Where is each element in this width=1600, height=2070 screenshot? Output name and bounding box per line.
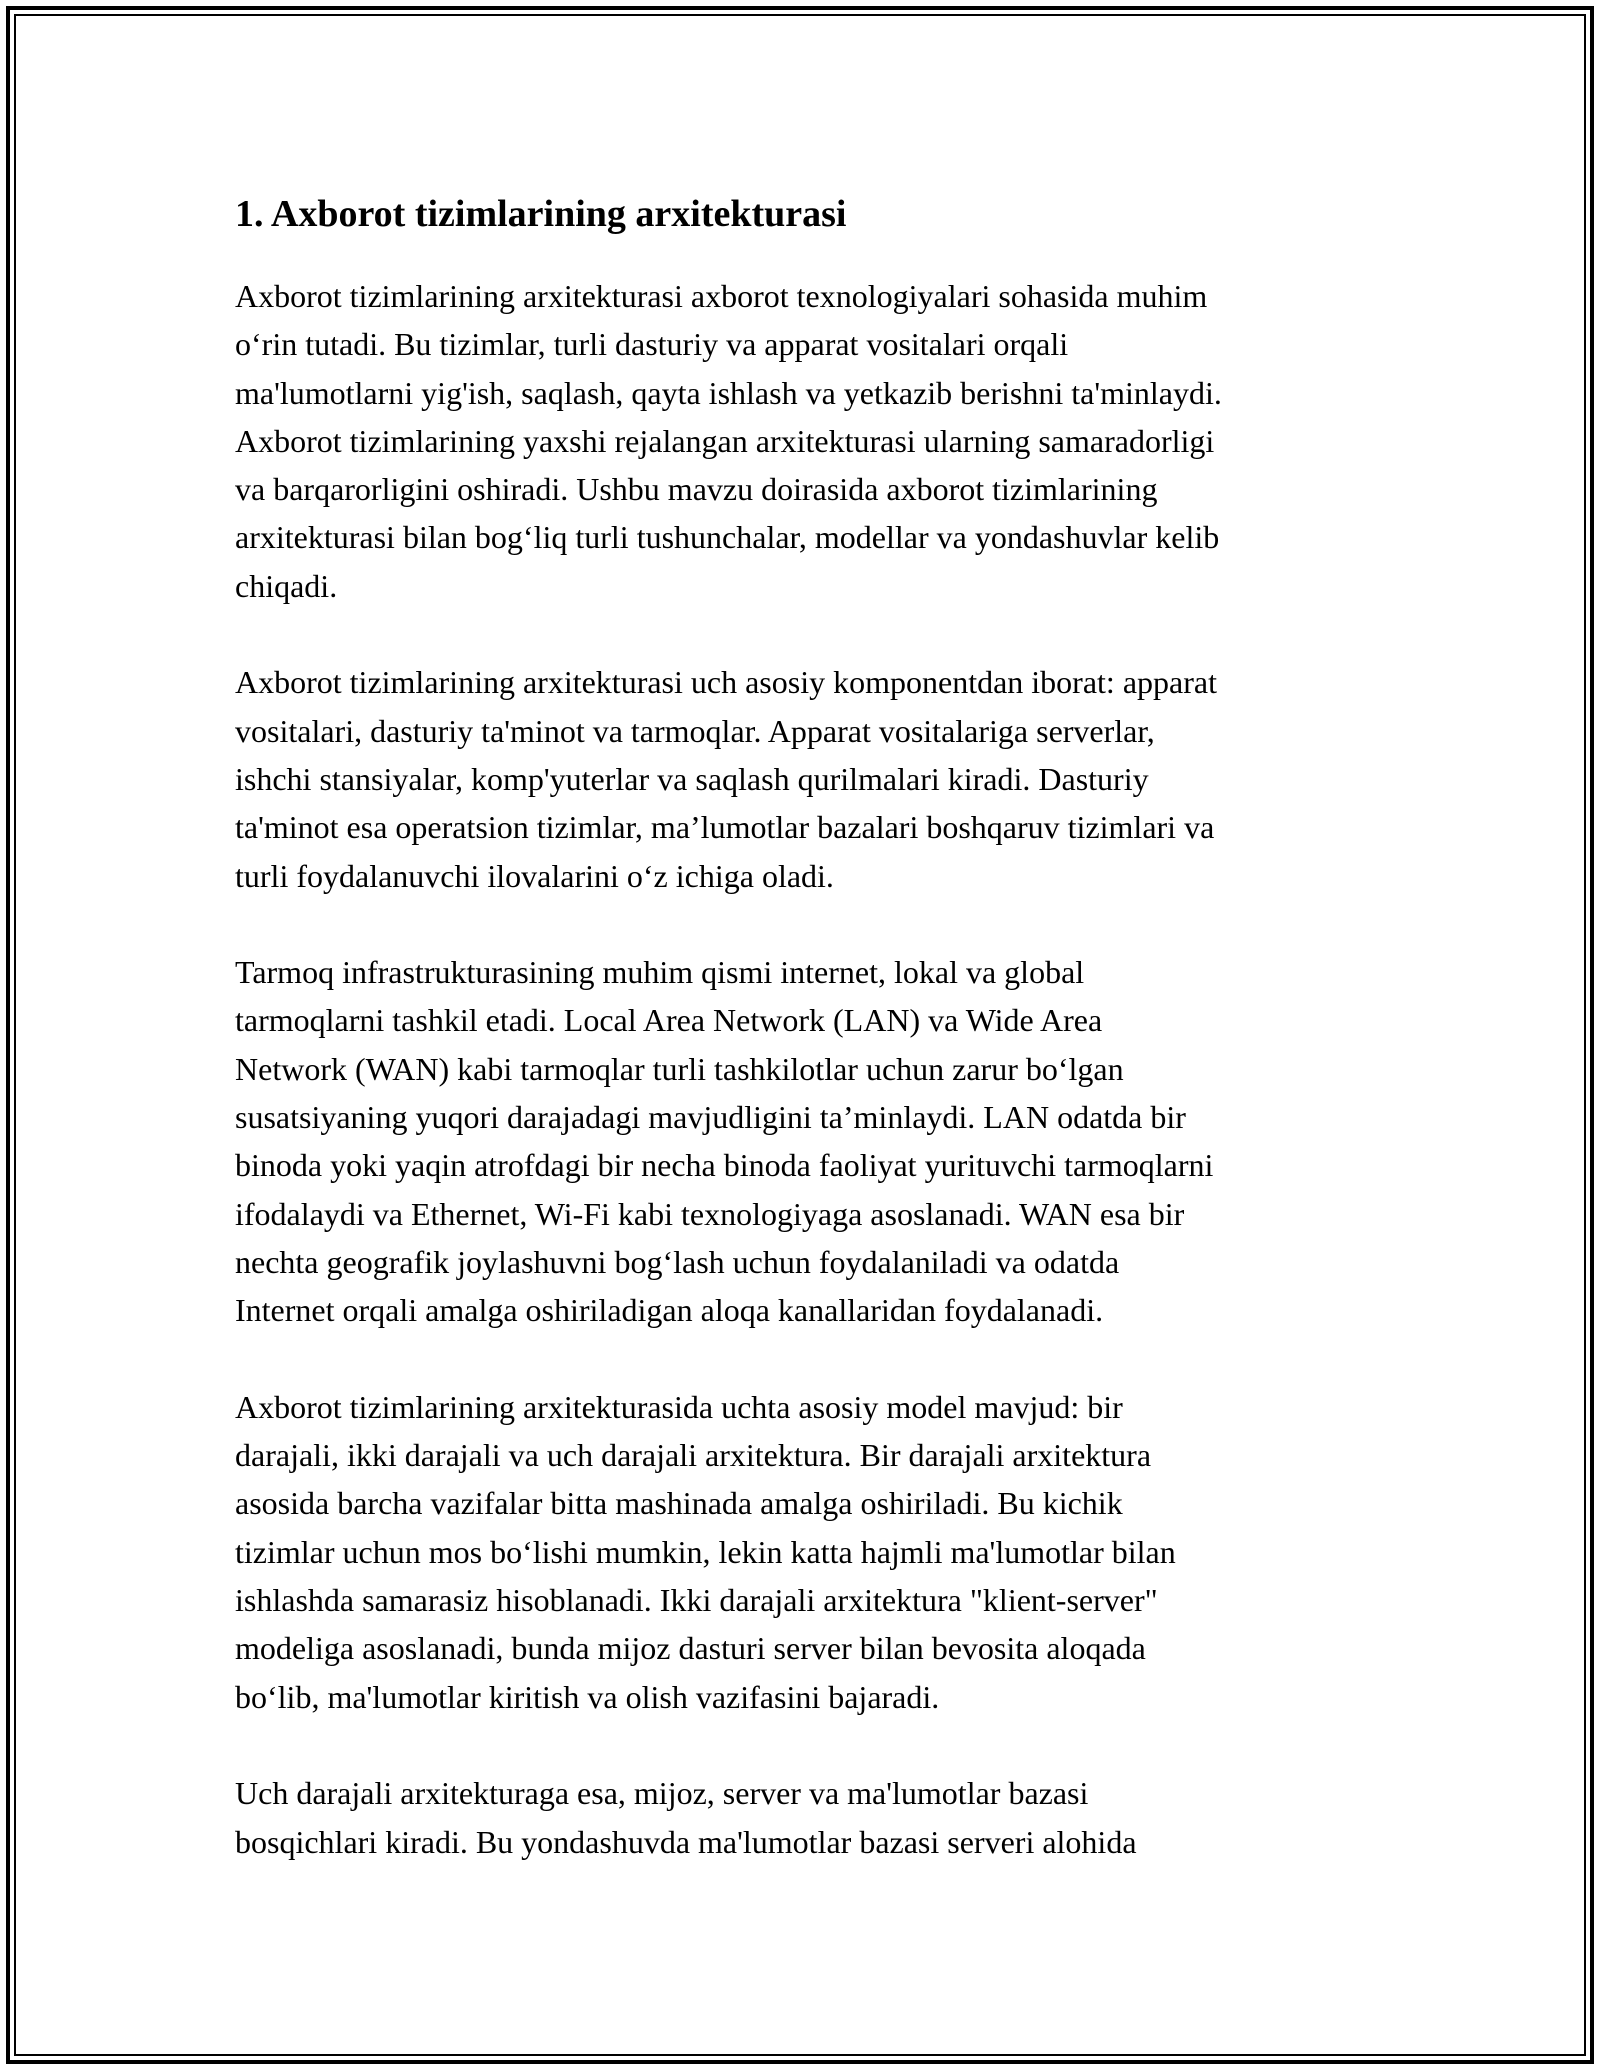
text-line: Uch darajali arxitekturaga esa, mijoz, server va ma'lumotlar bazasi — [235, 1775, 1089, 1812]
paragraph-3 — [235, 948, 1375, 1334]
text-line: Axborot tizimlarining arxitekturasi axborot texnologiyalari sohasida muhim — [235, 278, 1208, 314]
text-line: ishlashda samarasiz hisoblanadi. Ikki darajali arxitektura "klient-server" — [235, 1582, 1158, 1619]
text-line: Tarmoq infrastrukturasining muhim qismi internet, lokal va global — [235, 954, 1085, 991]
text-line: asosida barcha vazifalar bitta mashinada amalga oshiriladi. Bu kichik — [235, 1485, 1123, 1522]
text-line: modeliga asoslanadi, bunda mijoz dasturi server bilan bevosita aloqada — [235, 1630, 1146, 1667]
text-line: Axborot tizimlarining yaxshi rejalangan arxitekturasi ularning samaradorligi — [235, 422, 1215, 459]
section-heading: 1. Axborot tizimlarining arxitekturasi — [235, 193, 847, 235]
text-line: arxitekturasi bilan bog‘liq turli tushunchalar, modellar va yondashuvlar kelib — [235, 519, 1220, 556]
paragraph-2 — [235, 658, 1375, 899]
text-line: bo‘lib, ma'lumotlar kiritish va olish vazifasini bajaradi. — [235, 1678, 940, 1715]
text-line: ma'lumotlarni yig'ish, saqlash, qayta ishlash va yetkazib berishni ta'minlaydi. — [235, 374, 1222, 411]
text-line: Network (WAN) kabi tarmoqlar turli tashkilotlar uchun zarur bo‘lgan — [235, 1050, 1124, 1087]
text-line: binoda yoki yaqin atrofdagi bir necha binoda faoliyat yurituvchi tarmoqlarni — [235, 1147, 1214, 1184]
text-line: tarmoqlarni tashkil etadi. Local Area Network (LAN) va Wide Area — [235, 1002, 1103, 1039]
paragraph-4 — [235, 1383, 1375, 1721]
text-line: va barqarorligini oshiradi. Ushbu mavzu doirasida axborot tizimlarining — [235, 471, 1158, 508]
text-line: Axborot tizimlarining arxitekturasi uch asosiy komponentdan iborat: apparat — [235, 664, 1217, 701]
text-line: o‘rin tutadi. Bu tizimlar, turli dasturiy va apparat vositalari orqali — [235, 326, 1069, 363]
text-line: susatsiyaning yuqori darajadagi mavjudligini ta’minlaydi. LAN odatda bir — [235, 1099, 1186, 1136]
text-line: tizimlar uchun mos bo‘lishi mumkin, lekin katta hajmli ma'lumotlar bilan — [235, 1533, 1176, 1570]
text-line: ishchi stansiyalar, komp'yuterlar va saqlash qurilmalari kiradi. Dasturiy — [235, 760, 1149, 797]
text-line: bosqichlari kiradi. Bu yondashuvda ma'lumotlar bazasi serveri alohida — [235, 1823, 1137, 1860]
text-line: Internet orqali amalga oshiriladigan aloqa kanallaridan foydalanadi. — [235, 1292, 1104, 1329]
text-line: darajali, ikki darajali va uch darajali arxitektura. Bir darajali arxitektura — [235, 1437, 1152, 1474]
text-line: ifodalaydi va Ethernet, Wi-Fi kabi texnologiyaga asoslanadi. WAN esa bir — [235, 1195, 1185, 1232]
paragraph-1 — [235, 272, 1375, 610]
text-line: nechta geografik joylashuvni bog‘lash uchun foydalaniladi va odatda — [235, 1243, 1120, 1280]
text-line: chiqadi. — [235, 567, 338, 604]
paragraph-5 — [235, 1769, 1375, 1866]
text-line: turli foydalanuvchi ilovalarini o‘z ichiga oladi. — [235, 857, 834, 894]
text-line: vositalari, dasturiy ta'minot va tarmoqlar. Apparat vositalariga serverlar, — [235, 712, 1155, 749]
text-line: ta'minot esa operatsion tizimlar, ma’lumotlar bazalari boshqaruv tizimlari va — [235, 809, 1215, 846]
document-body — [235, 188, 1375, 1914]
text-line: Axborot tizimlarining arxitekturasida uchta asosiy model mavjud: bir — [235, 1388, 1123, 1425]
